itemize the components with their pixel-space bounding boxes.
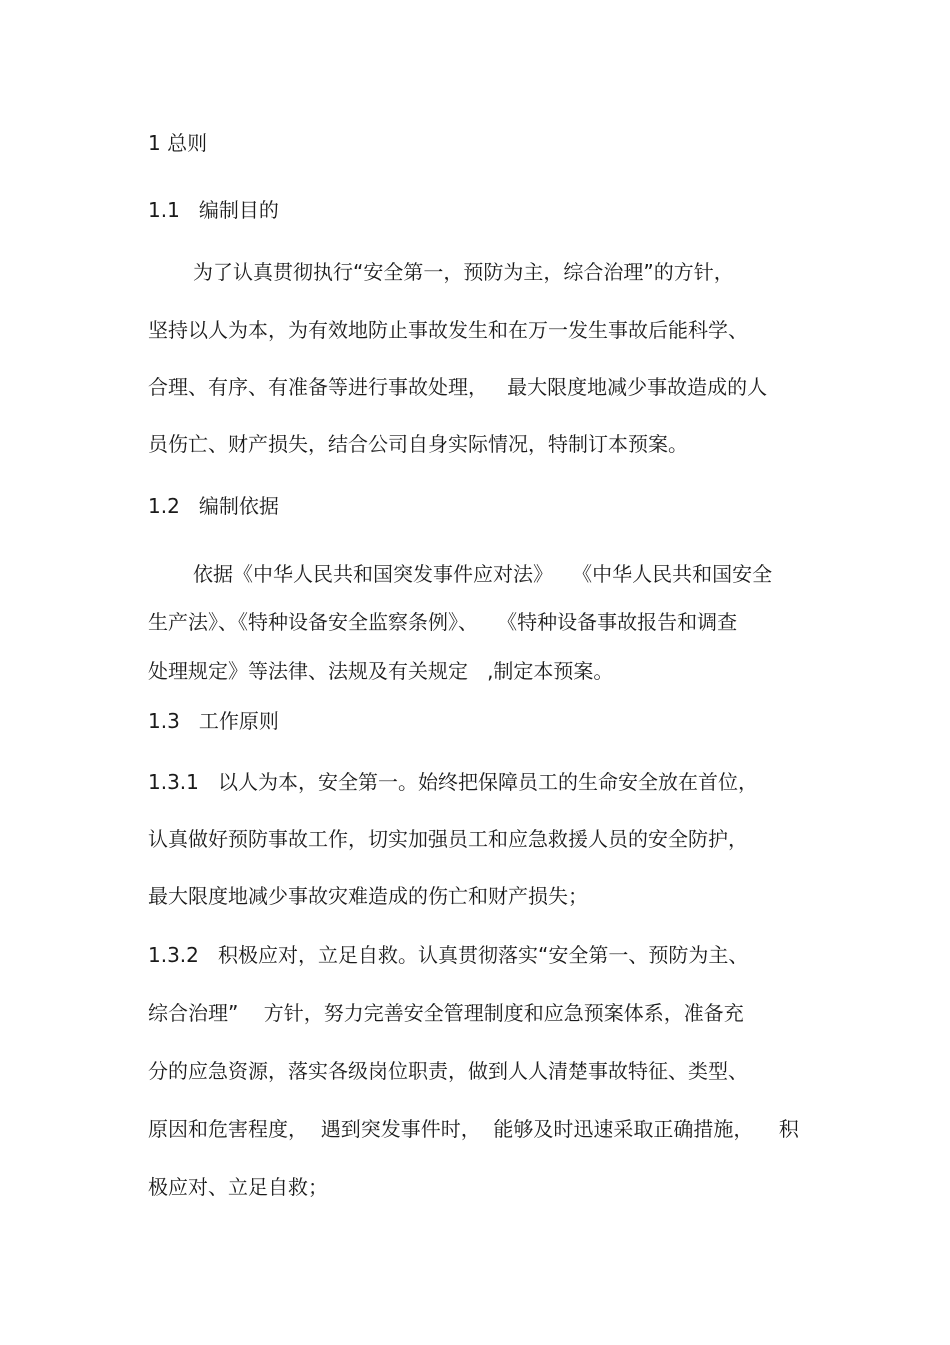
paragraph-line: 合理、有序、有准备等进行事故处理， 最大限度地减少事故造成的人 xyxy=(148,375,768,399)
paragraph-line: 处理规定》等法律、法规及有关规定 ,制定本预案。 xyxy=(148,659,614,683)
paragraph-line: 最大限度地减少事故灾难造成的伤亡和财产损失； xyxy=(148,884,588,908)
section-heading-1-2: 1.2 编制依据 xyxy=(148,494,279,518)
paragraph-line: 员伤亡、财产损失，结合公司自身实际情况，特制订本预案。 xyxy=(148,432,688,456)
chapter-title: 1 总则 xyxy=(148,131,208,155)
paragraph-line: 综合治理” 方针，努力完善安全管理制度和应急预案体系，准备充 xyxy=(148,1001,744,1025)
paragraph-line: 1.3.2 积极应对，立足自救。认真贯彻落实“安全第一、预防为主、 xyxy=(148,943,749,967)
paragraph-line: 依据《中华人民共和国突发事件应对法》 《中华人民共和国安全 xyxy=(193,562,773,586)
paragraph-line: 分的应急资源，落实各级岗位职责，做到人人清楚事故特征、类型、 xyxy=(148,1059,748,1083)
paragraph-line: 1.3.1 以人为本，安全第一。始终把保障员工的生命安全放在首位， xyxy=(148,770,758,794)
paragraph-line: 极应对、立足自救； xyxy=(148,1175,328,1199)
section-heading-1-3: 1.3 工作原则 xyxy=(148,709,279,733)
paragraph-line: 认真做好预防事故工作，切实加强员工和应急救援人员的安全防护， xyxy=(148,827,748,851)
paragraph-line: 坚持以人为本，为有效地防止事故发生和在万一发生事故后能科学、 xyxy=(148,318,748,342)
section-heading-1-1: 1.1 编制目的 xyxy=(148,198,279,222)
paragraph-line: 原因和危害程度， 遇到突发事件时， 能够及时迅速采取正确措施， 积 xyxy=(148,1117,799,1141)
paragraph-line: 为了认真贯彻执行“安全第一，预防为主，综合治理”的方针， xyxy=(193,260,734,284)
paragraph-line: 生产法》、《特种设备安全监察条例》、 《特种设备事故报告和调查 xyxy=(148,610,738,634)
